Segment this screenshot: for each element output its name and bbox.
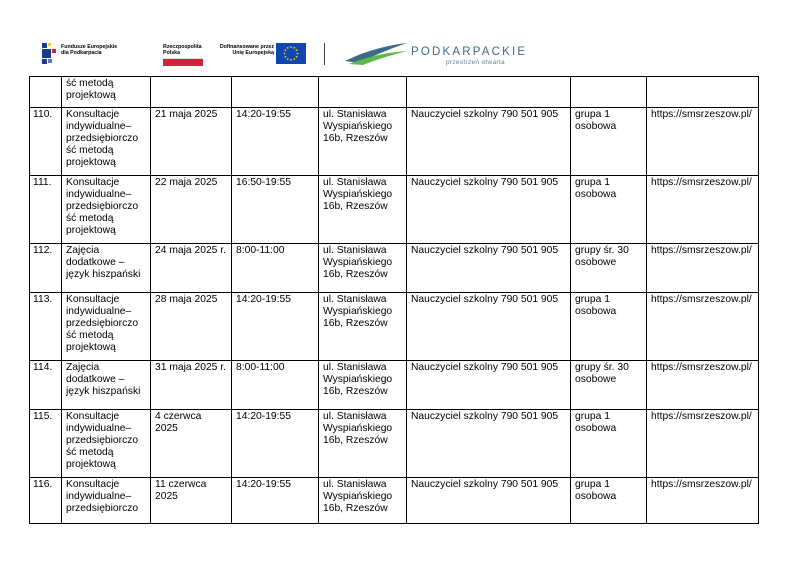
eu-funding-label: Dofinansowane przez Unię Europejską [219,44,274,57]
group-size-cell: grupa 1 osobowa [571,410,647,478]
row-number: 116. [30,478,62,524]
podkarpackie-logo-icon [343,41,409,65]
group-size-cell: grupa 1 osobowa [571,293,647,361]
date-cell: 22 maja 2025 [151,176,232,244]
teacher-cell: Nauczyciel szkolny 790 501 905 [407,478,571,524]
date-cell: 31 maja 2025 r. [151,361,232,410]
time-cell: 14:20-19:55 [232,108,319,176]
website-cell: https://smsrzeszow.pl/ [647,244,759,293]
date-cell: 11 czerwca 2025 [151,478,232,524]
teacher-cell: Nauczyciel szkolny 790 501 905 [407,108,571,176]
address-cell: ul. Stanisława Wyspiańskiego 16b, Rzeszów [319,293,407,361]
time-cell: 14:20-19:55 [232,293,319,361]
group-size-cell: grupa 1 osobowa [571,108,647,176]
group-size-cell: grupy śr. 30 osobowe [571,361,647,410]
address-cell: ul. Stanisława Wyspiańskiego 16b, Rzeszów [319,108,407,176]
website-cell: https://smsrzeszow.pl/ [647,410,759,478]
teacher-cell: Nauczyciel szkolny 790 501 905 [407,410,571,478]
table-row [30,293,759,361]
rzeczpospolita-label: Rzeczpospolita Polska [163,44,202,57]
date-cell [151,77,232,108]
table-row [30,244,759,293]
time-cell [232,77,319,108]
group-size-cell: grupa 1 osobowa [571,176,647,244]
group-size-cell: grupa 1 osobowa [571,478,647,524]
teacher-cell: Nauczyciel szkolny 790 501 905 [407,361,571,410]
address-cell: ul. Stanisława Wyspiańskiego 16b, Rzeszów [319,478,407,524]
date-cell: 28 maja 2025 [151,293,232,361]
table-row [30,361,759,410]
table-row [30,108,759,176]
eu-flag-icon [276,43,306,64]
date-cell: 21 maja 2025 [151,108,232,176]
logo-divider [324,43,325,65]
website-cell: https://smsrzeszow.pl/ [647,361,759,410]
row-number: 113. [30,293,62,361]
row-number [30,77,62,108]
row-number: 114. [30,361,62,410]
website-cell [647,77,759,108]
activity-cell: ść metodą projektową [62,77,151,108]
row-number: 111. [30,176,62,244]
podkarpackie-subtitle: przestrzeń otwarta [446,59,505,66]
activity-cell: Zajęcia dodatkowe – język hiszpański [62,244,151,293]
poland-flag-icon [163,58,203,66]
teacher-cell: Nauczyciel szkolny 790 501 905 [407,176,571,244]
website-cell: https://smsrzeszow.pl/ [647,293,759,361]
teacher-cell: Nauczyciel szkolny 790 501 905 [407,293,571,361]
website-cell: https://smsrzeszow.pl/ [647,176,759,244]
date-cell: 4 czerwca 2025 [151,410,232,478]
fundusze-europejskie-logo-icon [40,42,60,66]
teacher-cell: Nauczyciel szkolny 790 501 905 [407,244,571,293]
website-cell: https://smsrzeszow.pl/ [647,108,759,176]
group-size-cell [571,77,647,108]
time-cell: 14:20-19:55 [232,410,319,478]
podkarpackie-title: PODKARPACKIE [411,46,528,58]
website-cell: https://smsrzeszow.pl/ [647,478,759,524]
row-number: 110. [30,108,62,176]
address-cell [319,77,407,108]
row-number: 115. [30,410,62,478]
date-cell: 24 maja 2025 r. [151,244,232,293]
address-cell: ul. Stanisława Wyspiańskiego 16b, Rzeszów [319,176,407,244]
table-row [30,176,759,244]
page-header [0,0,800,76]
row-number: 112. [30,244,62,293]
activity-cell: Zajęcia dodatkowe – język hiszpański [62,361,151,410]
time-cell: 16:50-19:55 [232,176,319,244]
address-cell: ul. Stanisława Wyspiańskiego 16b, Rzeszów [319,244,407,293]
address-cell: ul. Stanisława Wyspiańskiego 16b, Rzeszów [319,361,407,410]
address-cell: ul. Stanisława Wyspiańskiego 16b, Rzeszów [319,410,407,478]
time-cell: 14:20-19:55 [232,478,319,524]
table-row [30,77,759,108]
activity-cell: Konsultacje indywidualne– przedsiębiorczo ść metodą projektową [62,108,151,176]
time-cell: 8:00-11:00 [232,361,319,410]
activity-cell: Konsultacje indywidualne– przedsiębiorczo [62,478,151,524]
schedule-table [29,76,759,524]
activity-cell: Konsultacje indywidualne– przedsiębiorczo ść metodą projektową [62,293,151,361]
activity-cell: Konsultacje indywidualne– przedsiębiorczo ść metodą projektową [62,176,151,244]
time-cell: 8:00-11:00 [232,244,319,293]
group-size-cell: grupy śr. 30 osobowe [571,244,647,293]
table-row [30,410,759,478]
teacher-cell [407,77,571,108]
activity-cell: Konsultacje indywidualne– przedsiębiorczo ść metodą projektową [62,410,151,478]
fundusze-europejskie-label: Fundusze Europejskie dla Podkarpacia [61,44,118,57]
table-row [30,478,759,524]
